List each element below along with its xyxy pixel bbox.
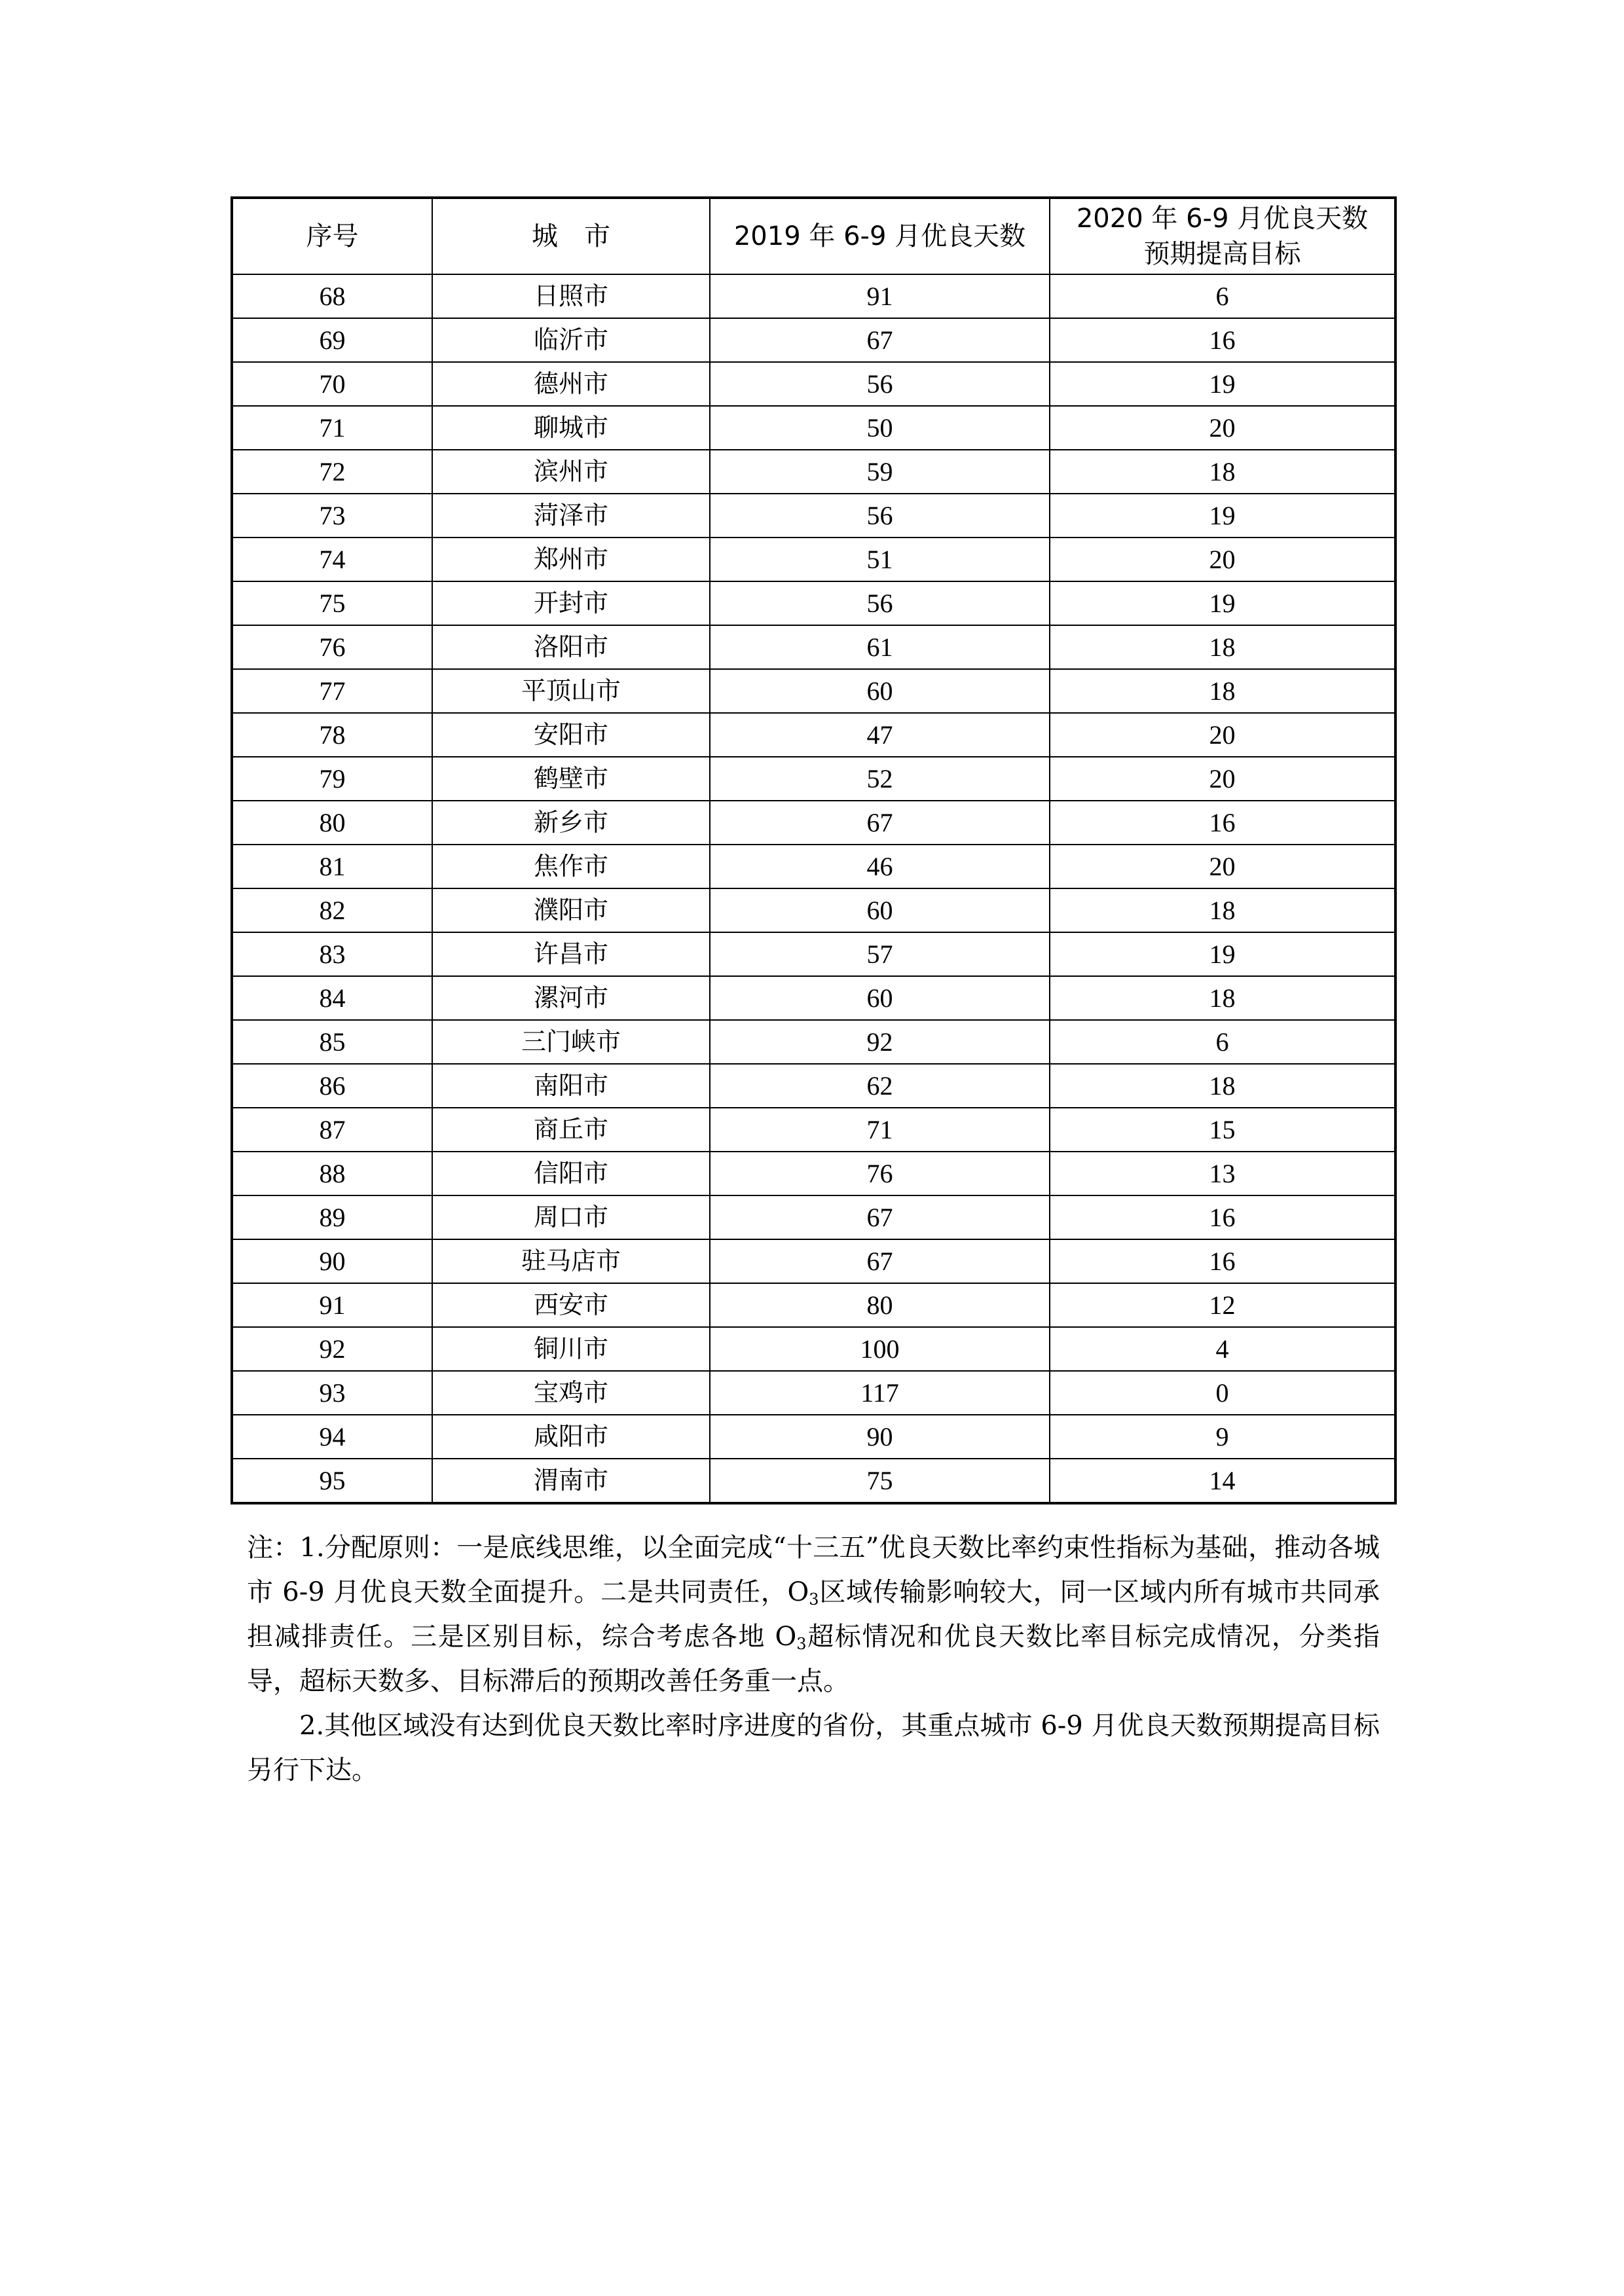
cell-target-2020: 16 bbox=[1050, 1195, 1395, 1239]
note-2: 2.其他区域没有达到优良天数比率时序进度的省份，其重点城市 6-9 月优良天数预期提高目标另行下达。 bbox=[247, 1711, 1380, 1785]
cell-days-2019: 46 bbox=[710, 845, 1050, 888]
cell-days-2019: 56 bbox=[710, 581, 1050, 625]
good-days-target-table bbox=[231, 196, 1397, 1504]
cell-index: 70 bbox=[232, 362, 432, 406]
cell-index: 89 bbox=[232, 1195, 432, 1239]
cell-city: 开封市 bbox=[432, 581, 710, 625]
cell-target-2020: 9 bbox=[1050, 1415, 1395, 1459]
cell-days-2019: 60 bbox=[710, 976, 1050, 1020]
table-body bbox=[232, 274, 1395, 1503]
cell-index: 74 bbox=[232, 538, 432, 581]
cell-days-2019: 52 bbox=[710, 757, 1050, 801]
cell-city: 洛阳市 bbox=[432, 625, 710, 669]
cell-days-2019: 59 bbox=[710, 450, 1050, 494]
cell-days-2019: 91 bbox=[710, 274, 1050, 318]
cell-target-2020: 0 bbox=[1050, 1371, 1395, 1415]
header-days-2019: 2019 年 6-9 月优良天数 bbox=[710, 198, 1050, 274]
cell-city: 铜川市 bbox=[432, 1327, 710, 1371]
table-row bbox=[232, 845, 1395, 888]
table-row bbox=[232, 932, 1395, 976]
cell-target-2020: 16 bbox=[1050, 318, 1395, 362]
cell-index: 81 bbox=[232, 845, 432, 888]
cell-index: 87 bbox=[232, 1108, 432, 1152]
note-1-text-a: 注：1.分配原则：一是底线思维，以全面完成“十三五”优良天数比率约束性指标为基础，推动各城市 6-9 月优良天数全面提升。二是共同责任，O bbox=[247, 1533, 1380, 1607]
cell-city: 安阳市 bbox=[432, 713, 710, 757]
table-row bbox=[232, 538, 1395, 581]
table-row bbox=[232, 1152, 1395, 1195]
cell-city: 信阳市 bbox=[432, 1152, 710, 1195]
cell-index: 94 bbox=[232, 1415, 432, 1459]
table-row bbox=[232, 976, 1395, 1020]
cell-days-2019: 62 bbox=[710, 1064, 1050, 1108]
note-1-subscript-b: 3 bbox=[796, 1635, 807, 1653]
cell-city: 德州市 bbox=[432, 362, 710, 406]
cell-days-2019: 75 bbox=[710, 1459, 1050, 1503]
cell-index: 93 bbox=[232, 1371, 432, 1415]
cell-target-2020: 19 bbox=[1050, 932, 1395, 976]
cell-days-2019: 117 bbox=[710, 1371, 1050, 1415]
cell-index: 91 bbox=[232, 1283, 432, 1327]
cell-days-2019: 67 bbox=[710, 801, 1050, 845]
header-index: 序号 bbox=[232, 198, 432, 274]
cell-target-2020: 20 bbox=[1050, 406, 1395, 450]
notes-section bbox=[247, 1525, 1380, 1793]
table-row bbox=[232, 1283, 1395, 1327]
table-row bbox=[232, 801, 1395, 845]
cell-city: 许昌市 bbox=[432, 932, 710, 976]
table-row bbox=[232, 581, 1395, 625]
table-row bbox=[232, 713, 1395, 757]
cell-target-2020: 4 bbox=[1050, 1327, 1395, 1371]
table-row bbox=[232, 1415, 1395, 1459]
cell-target-2020: 19 bbox=[1050, 362, 1395, 406]
cell-index: 84 bbox=[232, 976, 432, 1020]
cell-city: 商丘市 bbox=[432, 1108, 710, 1152]
table-row bbox=[232, 625, 1395, 669]
cell-days-2019: 60 bbox=[710, 669, 1050, 713]
cell-index: 69 bbox=[232, 318, 432, 362]
cell-index: 90 bbox=[232, 1239, 432, 1283]
cell-target-2020: 18 bbox=[1050, 625, 1395, 669]
cell-index: 85 bbox=[232, 1020, 432, 1064]
cell-index: 88 bbox=[232, 1152, 432, 1195]
cell-target-2020: 18 bbox=[1050, 669, 1395, 713]
table-row bbox=[232, 669, 1395, 713]
cell-city: 周口市 bbox=[432, 1195, 710, 1239]
table-row bbox=[232, 1064, 1395, 1108]
cell-target-2020: 16 bbox=[1050, 801, 1395, 845]
cell-city: 菏泽市 bbox=[432, 494, 710, 538]
note-1-text-b: 区域传输影响较大，同一区域内所有城市共同承担减排责任。三是区别目标，综合考虑各地 O bbox=[247, 1577, 1380, 1652]
header-city: 城 市 bbox=[432, 198, 710, 274]
cell-city: 新乡市 bbox=[432, 801, 710, 845]
cell-city: 渭南市 bbox=[432, 1459, 710, 1503]
note-1-text-c: 超标情况和优良天数比率目标完成情况，分类指导，超标天数多、目标滞后的预期改善任务重一点。 bbox=[247, 1622, 1380, 1696]
cell-city: 三门峡市 bbox=[432, 1020, 710, 1064]
cell-city: 濮阳市 bbox=[432, 888, 710, 932]
cell-days-2019: 90 bbox=[710, 1415, 1050, 1459]
cell-days-2019: 67 bbox=[710, 1239, 1050, 1283]
header-target-2020-line1: 2020 年 6-9 月优良天数 bbox=[1076, 204, 1369, 234]
table-row bbox=[232, 757, 1395, 801]
table-row bbox=[232, 1327, 1395, 1371]
cell-target-2020: 18 bbox=[1050, 888, 1395, 932]
cell-city: 鹤壁市 bbox=[432, 757, 710, 801]
cell-days-2019: 57 bbox=[710, 932, 1050, 976]
cell-index: 82 bbox=[232, 888, 432, 932]
table-row bbox=[232, 406, 1395, 450]
cell-target-2020: 6 bbox=[1050, 1020, 1395, 1064]
cell-city: 宝鸡市 bbox=[432, 1371, 710, 1415]
table-row bbox=[232, 1459, 1395, 1503]
cell-index: 75 bbox=[232, 581, 432, 625]
cell-city: 南阳市 bbox=[432, 1064, 710, 1108]
header-target-2020 bbox=[1050, 198, 1395, 274]
cell-index: 68 bbox=[232, 274, 432, 318]
cell-days-2019: 100 bbox=[710, 1327, 1050, 1371]
table-header-row bbox=[232, 198, 1395, 274]
cell-city: 西安市 bbox=[432, 1283, 710, 1327]
table-row bbox=[232, 1239, 1395, 1283]
cell-index: 86 bbox=[232, 1064, 432, 1108]
cell-index: 79 bbox=[232, 757, 432, 801]
table-row bbox=[232, 1108, 1395, 1152]
note-1 bbox=[247, 1525, 1380, 1704]
cell-city: 焦作市 bbox=[432, 845, 710, 888]
cell-index: 72 bbox=[232, 450, 432, 494]
cell-days-2019: 71 bbox=[710, 1108, 1050, 1152]
cell-days-2019: 76 bbox=[710, 1152, 1050, 1195]
cell-target-2020: 12 bbox=[1050, 1283, 1395, 1327]
cell-target-2020: 20 bbox=[1050, 538, 1395, 581]
note-1-subscript-a: 3 bbox=[809, 1590, 819, 1609]
cell-city: 郑州市 bbox=[432, 538, 710, 581]
cell-target-2020: 18 bbox=[1050, 450, 1395, 494]
table-row bbox=[232, 1371, 1395, 1415]
cell-index: 80 bbox=[232, 801, 432, 845]
cell-index: 92 bbox=[232, 1327, 432, 1371]
cell-index: 71 bbox=[232, 406, 432, 450]
cell-index: 73 bbox=[232, 494, 432, 538]
cell-target-2020: 18 bbox=[1050, 1064, 1395, 1108]
cell-target-2020: 14 bbox=[1050, 1459, 1395, 1503]
cell-city: 日照市 bbox=[432, 274, 710, 318]
cell-city: 咸阳市 bbox=[432, 1415, 710, 1459]
table-row bbox=[232, 450, 1395, 494]
cell-target-2020: 20 bbox=[1050, 757, 1395, 801]
cell-city: 聊城市 bbox=[432, 406, 710, 450]
cell-city: 滨州市 bbox=[432, 450, 710, 494]
cell-city: 平顶山市 bbox=[432, 669, 710, 713]
cell-target-2020: 13 bbox=[1050, 1152, 1395, 1195]
table-row bbox=[232, 494, 1395, 538]
cell-index: 78 bbox=[232, 713, 432, 757]
table-row bbox=[232, 888, 1395, 932]
cell-target-2020: 6 bbox=[1050, 274, 1395, 318]
table-row bbox=[232, 1020, 1395, 1064]
table-row bbox=[232, 318, 1395, 362]
table-row bbox=[232, 274, 1395, 318]
cell-target-2020: 20 bbox=[1050, 845, 1395, 888]
cell-days-2019: 61 bbox=[710, 625, 1050, 669]
cell-city: 漯河市 bbox=[432, 976, 710, 1020]
cell-days-2019: 56 bbox=[710, 362, 1050, 406]
cell-index: 76 bbox=[232, 625, 432, 669]
cell-index: 77 bbox=[232, 669, 432, 713]
cell-target-2020: 19 bbox=[1050, 581, 1395, 625]
cell-days-2019: 50 bbox=[710, 406, 1050, 450]
cell-days-2019: 51 bbox=[710, 538, 1050, 581]
cell-target-2020: 15 bbox=[1050, 1108, 1395, 1152]
cell-target-2020: 16 bbox=[1050, 1239, 1395, 1283]
cell-index: 83 bbox=[232, 932, 432, 976]
cell-days-2019: 67 bbox=[710, 1195, 1050, 1239]
table-row bbox=[232, 362, 1395, 406]
cell-days-2019: 80 bbox=[710, 1283, 1050, 1327]
table-row bbox=[232, 1195, 1395, 1239]
header-target-2020-line2: 预期提高目标 bbox=[1143, 239, 1301, 269]
cell-days-2019: 92 bbox=[710, 1020, 1050, 1064]
cell-city: 临沂市 bbox=[432, 318, 710, 362]
cell-index: 95 bbox=[232, 1459, 432, 1503]
cell-target-2020: 19 bbox=[1050, 494, 1395, 538]
cell-target-2020: 18 bbox=[1050, 976, 1395, 1020]
cell-city: 驻马店市 bbox=[432, 1239, 710, 1283]
cell-days-2019: 47 bbox=[710, 713, 1050, 757]
cell-days-2019: 60 bbox=[710, 888, 1050, 932]
cell-days-2019: 56 bbox=[710, 494, 1050, 538]
cell-days-2019: 67 bbox=[710, 318, 1050, 362]
cell-target-2020: 20 bbox=[1050, 713, 1395, 757]
